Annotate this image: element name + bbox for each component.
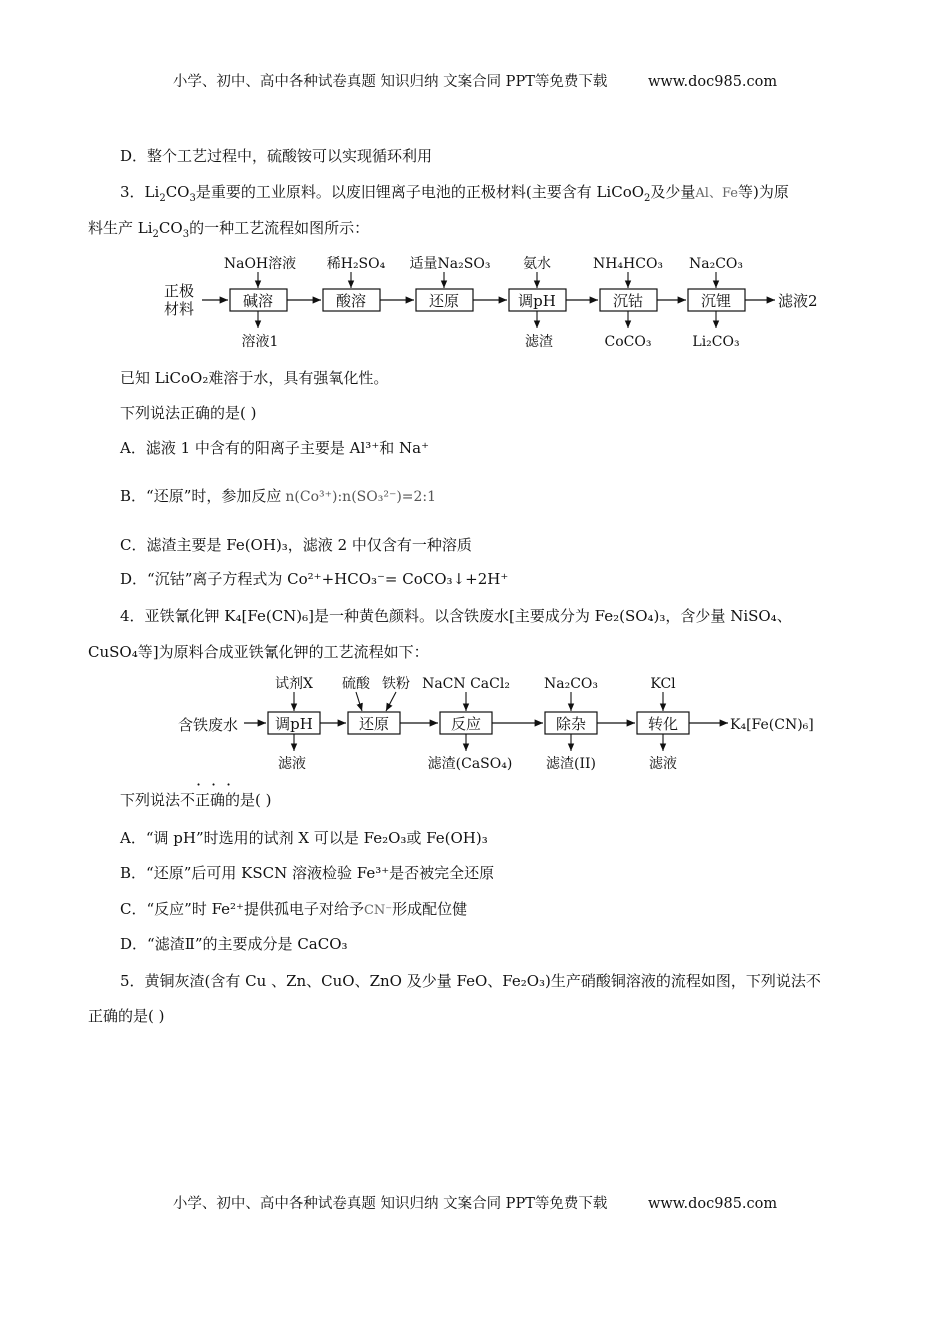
q4-step-3: 反应 bbox=[450, 715, 482, 733]
q4-option-c: C．“反应”时 Fe²⁺提供孤电子对给予CN⁻形成配位健 bbox=[120, 900, 468, 918]
q2-option-d: D．整个工艺过程中，硫酸铵可以实现循环利用 bbox=[120, 147, 433, 165]
q4-option-b: B．“还原”后可用 KSCN 溶液检验 Fe³⁺是否被完全还原 bbox=[120, 864, 495, 882]
q3-start-line1: 正极 bbox=[164, 282, 195, 300]
q4-step-5: 转化 bbox=[647, 715, 679, 733]
q5-stem-line1: 5．黄铜灰渣(含有 Cu 、Zn、CuO、ZnO 及少量 FeO、Fe₂O₃)生产硝酸铜溶液的流程如图，下列说法不 bbox=[120, 972, 821, 990]
q3-output-2: 滤渣 bbox=[525, 334, 553, 350]
q4-flow-diagram bbox=[170, 668, 830, 780]
q4-reagent-6: KCl bbox=[650, 676, 676, 692]
q3-step-2: 酸溶 bbox=[335, 292, 367, 310]
q4-option-d: D．“滤渣Ⅱ”的主要成分是 CaCO₃ bbox=[120, 935, 348, 953]
q3-step-4: 调pH bbox=[518, 292, 556, 310]
q3-end: 滤液2 bbox=[778, 292, 818, 310]
q3-stem-line2: 料生产 $Li_2CO_3$的一种工艺流程如图所示： bbox=[88, 219, 370, 240]
q3-step-5: 沉钴 bbox=[612, 292, 644, 310]
q3-step-6: 沉锂 bbox=[700, 292, 732, 310]
q4-reagent-1: 试剂X bbox=[275, 676, 313, 692]
emphasis-dot: · bbox=[211, 775, 217, 794]
q3-output-1: 溶液1 bbox=[241, 334, 279, 350]
q3-option-a: A．滤液 1 中含有的阳离子主要是 Al³⁺和 Na⁺ bbox=[120, 439, 429, 457]
q4-output-4: 滤液 bbox=[649, 756, 677, 772]
q4-stem-line1: 4．亚铁氰化钾 K₄[Fe(CN)₆]是一种黄色颜料。以含铁废水[主要成分为 Fe₂(SO₄)₃，含少量 NiSO₄、 bbox=[120, 607, 792, 625]
header-site: www.doc985.com bbox=[647, 74, 778, 90]
q4-step-4: 除杂 bbox=[555, 715, 587, 733]
q3-start-line2: 材料 bbox=[164, 300, 195, 318]
q3-output-4: Li₂CO₃ bbox=[692, 334, 740, 350]
emphasis-dot: · bbox=[196, 775, 202, 794]
q4-reagent-3: 铁粉 bbox=[382, 676, 410, 692]
q3-step-3: 还原 bbox=[428, 292, 460, 310]
header-text: 小学、初中、高中各种试卷真题 知识归纳 文案合同 PPT等免费下载 bbox=[172, 74, 608, 90]
q4-step-1: 调pH bbox=[275, 715, 313, 733]
page-header bbox=[0, 70, 950, 91]
q3-known: 已知 LiCoO₂难溶于水，具有强氧化性。 bbox=[120, 369, 389, 387]
footer-text: 小学、初中、高中各种试卷真题 知识归纳 文案合同 PPT等免费下载 bbox=[172, 1196, 608, 1212]
q4-reagent-5: Na₂CO₃ bbox=[543, 676, 599, 692]
q4-step-2: 还原 bbox=[358, 715, 390, 733]
q3-flow-diagram bbox=[150, 248, 850, 358]
q3-option-c: C．滤渣主要是 Fe(OH)₃，滤液 2 中仅含有一种溶质 bbox=[120, 536, 472, 554]
q3-stem-line1: 3．$Li_2CO_3$是重要的工业原料。以废旧锂离子电池的正极材料(主要含有 LiCoO$_2$及少量Al、Fe等)为原 bbox=[120, 183, 789, 204]
q3-reagent-4: 氨水 bbox=[523, 256, 551, 272]
q4-output-2: 滤渣(CaSO₄) bbox=[427, 756, 513, 772]
q4-option-a: A．“调 pH”时选用的试剂 X 可以是 Fe₂O₃或 Fe(OH)₃ bbox=[120, 829, 488, 847]
q4-option-c-ion: CN⁻ bbox=[363, 903, 393, 918]
emphasis-dot: · bbox=[226, 775, 232, 794]
q3-option-b: B．“还原”时，参加反应 n(Co³⁺):n(SO₃²⁻)=2:1 bbox=[120, 487, 437, 505]
q5-stem-line2: 正确的是( ) bbox=[88, 1007, 165, 1025]
page-footer bbox=[0, 1192, 950, 1213]
q3-reagent-3: 适量Na₂SO₃ bbox=[409, 256, 491, 272]
q3-reagent-2: 稀H₂SO₄ bbox=[326, 256, 386, 272]
q3-reagent-1: NaOH溶液 bbox=[223, 256, 297, 272]
q3-option-b-formula: n(Co³⁺):n(SO₃²⁻)=2:1 bbox=[285, 489, 437, 505]
q4-output-3: 滤渣(II) bbox=[546, 756, 596, 772]
q3-option-d: D．“沉钴”离子方程式为 Co²⁺+HCO₃⁻= CoCO₃↓+2H⁺ bbox=[120, 570, 509, 588]
q3-output-3: CoCO₃ bbox=[604, 334, 652, 350]
q3-reagent-5: NH₄HCO₃ bbox=[592, 256, 664, 272]
q4-stem-line2: CuSO₄等]为原料合成亚铁氰化钾的工艺流程如下： bbox=[88, 643, 429, 661]
q4-ask: 下列说法不正确的是( ) bbox=[120, 791, 272, 809]
q3-reagent-6: Na₂CO₃ bbox=[688, 256, 744, 272]
q4-end: K₄[Fe(CN)₆] bbox=[730, 717, 814, 733]
q3-step-1: 碱溶 bbox=[242, 292, 274, 310]
q4-reagent-2: 硫酸 bbox=[342, 676, 370, 692]
q4-start: 含铁废水 bbox=[178, 716, 239, 734]
q4-reagent-4: NaCN CaCl₂ bbox=[422, 676, 510, 692]
q3-ask: 下列说法正确的是( ) bbox=[120, 404, 257, 422]
footer-site: www.doc985.com bbox=[647, 1196, 778, 1212]
q4-output-1: 滤液 bbox=[278, 756, 306, 772]
